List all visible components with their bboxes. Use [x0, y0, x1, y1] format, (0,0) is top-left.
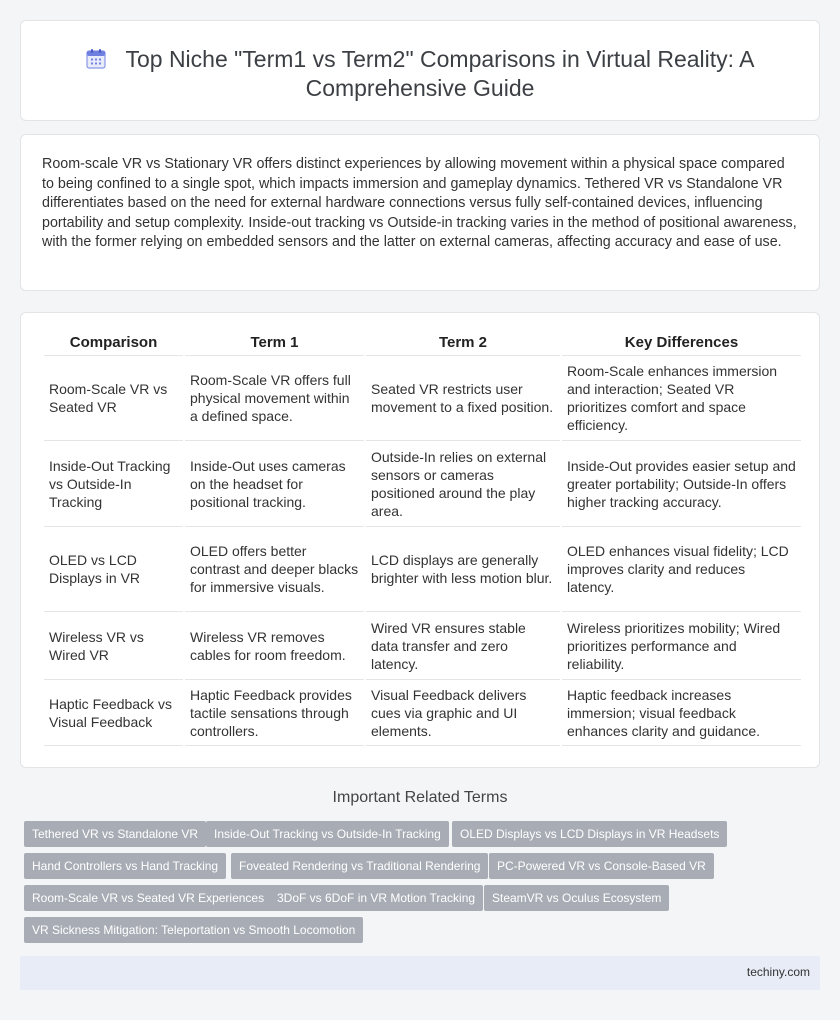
- table-row: [44, 356, 801, 441]
- table-row: [44, 441, 801, 527]
- table-cell: Seated VR restricts user movement to a fixed position.: [366, 356, 560, 441]
- table-cell: Inside-Out uses cameras on the headset for positional tracking.: [185, 441, 364, 527]
- footer: [20, 956, 820, 990]
- header-card: [20, 20, 820, 121]
- table-cell: Haptic feedback increases immersion; visual feedback enhances clarity and guidance.: [562, 680, 801, 746]
- page-title-wrap: [61, 45, 779, 103]
- table-header-term1: Term 1: [185, 334, 364, 356]
- related-term-tag[interactable]: 3DoF vs 6DoF in VR Motion Tracking: [269, 885, 483, 911]
- table-cell: OLED vs LCD Displays in VR: [44, 527, 183, 612]
- table-cell: Inside-Out provides easier setup and greater portability; Outside-In offers higher tracking accuracy.: [562, 441, 801, 527]
- related-term-tag[interactable]: VR Sickness Mitigation: Teleportation vs Smooth Locomotion: [24, 917, 363, 943]
- comparison-table-card: [20, 312, 820, 768]
- table-row: [44, 527, 801, 612]
- related-term-tag[interactable]: Foveated Rendering vs Traditional Rendering: [231, 853, 488, 879]
- related-term-tag[interactable]: PC-Powered VR vs Console-Based VR: [489, 853, 714, 879]
- table-cell: LCD displays are generally brighter with less motion blur.: [366, 527, 560, 612]
- related-terms-heading: Important Related Terms: [332, 789, 508, 806]
- table-cell: Visual Feedback delivers cues via graphic and UI elements.: [366, 680, 560, 746]
- table-cell: Outside-In relies on external sensors or cameras positioned around the play area.: [366, 441, 560, 527]
- table-cell: OLED offers better contrast and deeper blacks for immersive visuals.: [185, 527, 364, 612]
- table-cell: Wireless prioritizes mobility; Wired prioritizes performance and reliability.: [562, 612, 801, 680]
- comparison-table: [42, 334, 803, 746]
- related-term-tag[interactable]: SteamVR vs Oculus Ecosystem: [484, 885, 669, 911]
- calendar-icon: [85, 48, 107, 70]
- table-cell: Haptic Feedback vs Visual Feedback: [44, 680, 183, 746]
- intro-card: [20, 134, 820, 291]
- table-cell: Haptic Feedback provides tactile sensations through controllers.: [185, 680, 364, 746]
- footer-site-link[interactable]: techiny.com: [746, 965, 810, 979]
- related-term-tag[interactable]: Tethered VR vs Standalone VR: [24, 821, 206, 847]
- table-header-term2: Term 2: [366, 334, 560, 356]
- table-cell: Inside-Out Tracking vs Outside-In Tracking: [44, 441, 183, 527]
- table-row: [44, 680, 801, 746]
- page-title: Top Niche "Term1 vs Term2" Comparisons in Virtual Reality: A Comprehensive Guide: [125, 46, 755, 101]
- related-term-tag[interactable]: Hand Controllers vs Hand Tracking: [24, 853, 226, 879]
- table-row: [44, 612, 801, 680]
- table-cell: OLED enhances visual fidelity; LCD improves clarity and reduces latency.: [562, 527, 801, 612]
- table-cell: Room-Scale VR offers full physical movement within a defined space.: [185, 356, 364, 441]
- related-term-tag[interactable]: OLED Displays vs LCD Displays in VR Headsets: [452, 821, 727, 847]
- table-cell: Room-Scale enhances immersion and interaction; Seated VR prioritizes comfort and space efficiency.: [562, 356, 801, 441]
- table-cell: Wired VR ensures stable data transfer and zero latency.: [366, 612, 560, 680]
- table-header-key-differences: Key Differences: [562, 334, 801, 356]
- related-term-tag[interactable]: Inside-Out Tracking vs Outside-In Tracking: [206, 821, 449, 847]
- table-cell: Wireless VR removes cables for room freedom.: [185, 612, 364, 680]
- table-cell: Room-Scale VR vs Seated VR: [44, 356, 183, 441]
- intro-paragraph: Room-scale VR vs Stationary VR offers distinct experiences by allowing movement within a physical space compared to being confined to a single spot, which impacts immersion and gameplay dynamics. Tethered VR vs Standalone VR differentiates based on the need for external hardware connections versus fully self-contained devices, influencing portability and setup complexity. Inside-out tracking vs Outside-in tracking varies in the method of positional awareness, with the former relying on embedded sensors and the latter on external cameras, affecting accuracy and ease of use.: [42, 156, 797, 251]
- table-cell: Wireless VR vs Wired VR: [44, 612, 183, 680]
- related-term-tag[interactable]: Room-Scale VR vs Seated VR Experiences: [24, 885, 272, 911]
- table-header-comparison: Comparison: [44, 334, 183, 356]
- table-header-row: [44, 334, 801, 356]
